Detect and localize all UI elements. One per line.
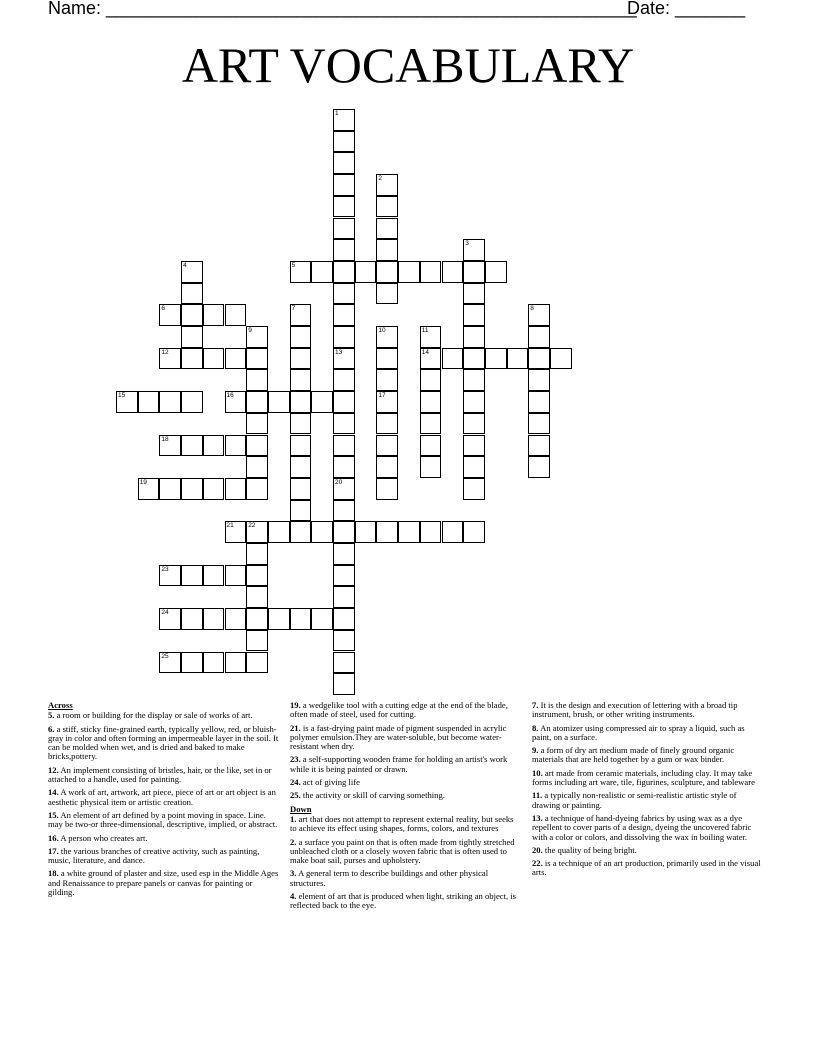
grid-cell[interactable]	[181, 565, 203, 587]
grid-cell[interactable]	[181, 261, 203, 283]
grid-cell[interactable]	[333, 174, 355, 196]
grid-cell[interactable]	[246, 543, 268, 565]
grid-cell[interactable]	[376, 435, 398, 457]
grid-cell[interactable]	[246, 630, 268, 652]
clue-number: 22	[248, 522, 256, 530]
grid-cell[interactable]	[376, 521, 398, 543]
grid-cell[interactable]	[333, 326, 355, 348]
clue-down-2: 2. a surface you paint on that is often made from tightly stretched unbleached cloth or a closely woven fabric that is often used to make boat sail, purses and upholstery.	[290, 836, 515, 866]
grid-cell[interactable]	[203, 304, 225, 326]
grid-cell[interactable]	[528, 391, 550, 413]
grid-cell[interactable]	[376, 348, 398, 370]
grid-cell[interactable]	[246, 521, 268, 543]
grid-cell[interactable]	[398, 521, 420, 543]
grid-cell[interactable]	[420, 413, 442, 435]
grid-cell[interactable]	[333, 586, 355, 608]
page-title: ART VOCABULARY	[181, 37, 635, 93]
clue-across-18: 18. a white ground of plaster and size, used esp in the Middle Ages and Renaissance to prepare panels or canvas for painting or gilding.	[48, 868, 279, 898]
grid-cell[interactable]	[290, 369, 312, 391]
clue-number: 12	[161, 348, 169, 356]
grid-cell[interactable]	[246, 456, 268, 478]
clue-number: 13	[335, 348, 343, 356]
grid-cell[interactable]	[181, 326, 203, 348]
grid-cell[interactable]	[333, 435, 355, 457]
grid-cell[interactable]	[376, 261, 398, 283]
grid-cell[interactable]	[463, 435, 485, 457]
grid-cell[interactable]	[376, 239, 398, 261]
grid-cell[interactable]	[290, 456, 312, 478]
grid-cell[interactable]	[225, 478, 247, 500]
grid-cell[interactable]	[333, 456, 355, 478]
grid-cell[interactable]	[463, 391, 485, 413]
clue-down-22: 22. is a technique of an art production, primarily used in the visual arts.	[532, 858, 761, 878]
grid-cell[interactable]	[181, 283, 203, 305]
grid-cell[interactable]	[290, 435, 312, 457]
grid-cell[interactable]	[246, 565, 268, 587]
grid-cell[interactable]	[246, 413, 268, 435]
grid-cell[interactable]	[225, 521, 247, 543]
grid-cell[interactable]	[420, 391, 442, 413]
grid-cell[interactable]	[225, 652, 247, 674]
grid-cell[interactable]	[333, 283, 355, 305]
grid-cell[interactable]	[528, 348, 550, 370]
grid-cell[interactable]	[333, 543, 355, 565]
clue-down-8: 8. An atomizer using compressed air to spray a liquid, such as paint, on a surface.	[532, 722, 745, 742]
clue-down-13: 13. a technique of hand-dyeing fabrics by using wax as a dye repellent to cover parts of a design, dyeing the uncovered fabric with a color or colors, and dissolving the wax in boiling water.	[532, 812, 752, 842]
grid-cell[interactable]	[463, 456, 485, 478]
grid-cell[interactable]	[376, 413, 398, 435]
grid-cell[interactable]	[333, 261, 355, 283]
grid-cell[interactable]	[528, 413, 550, 435]
grid-cell[interactable]	[528, 435, 550, 457]
grid-cell[interactable]	[225, 565, 247, 587]
grid-cell[interactable]	[181, 652, 203, 674]
grid-cell[interactable]	[333, 391, 355, 413]
clue-number: 18	[161, 435, 169, 443]
grid-cell[interactable]	[528, 456, 550, 478]
grid-cell[interactable]	[333, 369, 355, 391]
clue-number: 8	[530, 305, 534, 313]
clue-number: 20	[335, 478, 343, 486]
grid-cell[interactable]	[246, 608, 268, 630]
grid-cell[interactable]	[159, 478, 181, 500]
grid-cell[interactable]	[463, 283, 485, 305]
clue-down-3: 3. A general term to describe buildings and other physical structures.	[290, 868, 489, 888]
clues-column-3	[532, 701, 764, 882]
grid-cell[interactable]	[333, 608, 355, 630]
grid-cell[interactable]	[355, 261, 377, 283]
grid-cell[interactable]	[333, 565, 355, 587]
clue-number: 7	[291, 305, 296, 313]
grid-cell[interactable]	[159, 608, 181, 630]
clue-number: 23	[161, 565, 169, 573]
clue-number: 16	[226, 392, 234, 400]
clue-number: 15	[118, 392, 126, 400]
clue-down-9: 9. a form of dry art medium made of finely ground organic materials that are held together by a gum or wax binder.	[532, 745, 735, 765]
grid-cell[interactable]	[528, 326, 550, 348]
grid-cell[interactable]	[246, 348, 268, 370]
grid-cell[interactable]	[246, 391, 268, 413]
clue-number: 9	[248, 327, 252, 334]
grid-cell[interactable]	[246, 586, 268, 608]
grid-cell[interactable]	[181, 348, 203, 370]
grid-cell[interactable]	[355, 521, 377, 543]
clue-number: 21	[226, 522, 234, 530]
grid-cell[interactable]	[442, 521, 464, 543]
grid-cell[interactable]	[246, 652, 268, 674]
grid-cell[interactable]	[463, 304, 485, 326]
grid-cell[interactable]	[268, 521, 290, 543]
grid-cell[interactable]	[463, 521, 485, 543]
grid-cell[interactable]	[485, 261, 507, 283]
clue-across-21: 21. is a fast-drying paint made of pigment suspended in acrylic polymer emulsion.They are water-soluble, but become water-resistant when dry.	[290, 722, 507, 752]
clue-down-7: 7. It is the design and execution of lettering with a broad tip instrument, brush, or other writing instruments.	[532, 700, 738, 720]
grid-cell[interactable]	[333, 109, 355, 131]
clue-down-11: 11. a typically non-realistic or semi-realistic artistic style of drawing or painting.	[532, 790, 737, 810]
grid-cell[interactable]	[333, 630, 355, 652]
clue-across-16: 16. A person who creates art.	[48, 832, 148, 843]
grid-cell[interactable]	[376, 391, 398, 413]
grid-cell[interactable]	[376, 478, 398, 500]
grid-cell[interactable]	[463, 326, 485, 348]
grid-cell[interactable]	[376, 218, 398, 240]
clue-across-14: 14. A work of art, artwork, art piece, piece of art or art object is an aesthetic physical item or artistic creation.	[48, 787, 276, 807]
grid-cell[interactable]	[246, 435, 268, 457]
grid-cell[interactable]	[203, 652, 225, 674]
grid-cell[interactable]	[420, 326, 442, 348]
grid-cell[interactable]	[333, 413, 355, 435]
clue-across-6: 6. a stiff, sticky fine-grained earth, typically yellow, red, or bluish-gray in color and often forming an impermeable layer in the soil. It can be molded when wet, and is dried and baked to make bricks,pottery.	[48, 723, 279, 762]
grid-cell[interactable]	[159, 391, 181, 413]
clue-number: 6	[161, 305, 166, 313]
grid-cell[interactable]	[463, 413, 485, 435]
grid-cell[interactable]	[116, 391, 138, 413]
grid-cell[interactable]	[159, 348, 181, 370]
grid-cell[interactable]	[225, 348, 247, 370]
grid-cell[interactable]	[290, 478, 312, 500]
grid-cell[interactable]	[333, 196, 355, 218]
clue-across-12: 12. An implement consisting of bristles, hair, or the like, set in or attached to a handle, used for painting.	[48, 764, 272, 785]
grid-cell[interactable]	[376, 369, 398, 391]
grid-cell[interactable]	[528, 304, 550, 326]
grid-cell[interactable]	[463, 478, 485, 500]
clue-across-15: 15. An element of art defined by a point moving in space. Line. may be two-or three-dimensional, descriptive, implied, or abstract.	[48, 809, 278, 830]
grid-cell[interactable]	[225, 304, 247, 326]
clue-down-1: 1. art that does not attempt to represent external reality, but seeks to achieve its effect using shapes, forms, colors, and textures	[290, 813, 514, 834]
clue-number: 14	[421, 348, 430, 356]
grid-cell[interactable]	[203, 478, 225, 500]
grid-cell[interactable]	[333, 239, 355, 261]
grid-cell[interactable]	[290, 521, 312, 543]
grid-cell[interactable]	[290, 413, 312, 435]
clue-down-4: 4. element of art that is produced when light, striking an object, is reflected back to the eye.	[290, 891, 517, 911]
clue-number: 5	[291, 261, 296, 269]
clue-across-23: 23. a self-supporting wooden frame for holding an artist's work while it is being painted or drawn.	[290, 754, 508, 774]
grid-cell[interactable]	[420, 521, 442, 543]
grid-cell[interactable]	[442, 348, 464, 370]
grid-cell[interactable]	[528, 369, 550, 391]
clue-across-5: 5. a room or building for the display or sale of works of art.	[48, 710, 253, 721]
grid-cell[interactable]	[311, 608, 333, 630]
grid-cell[interactable]	[159, 565, 181, 587]
grid-cell[interactable]	[376, 196, 398, 218]
clue-number: 25	[161, 652, 169, 660]
grid-cell[interactable]	[333, 218, 355, 240]
grid-cell[interactable]	[333, 500, 355, 522]
clue-number: 2	[378, 175, 383, 183]
grid-cell[interactable]	[420, 261, 442, 283]
grid-cell[interactable]	[463, 369, 485, 391]
grid-cell[interactable]	[268, 608, 290, 630]
grid-cell[interactable]	[333, 304, 355, 326]
grid-cell[interactable]	[376, 326, 398, 348]
grid-cell[interactable]	[181, 304, 203, 326]
grid-cell[interactable]	[420, 456, 442, 478]
grid-cell[interactable]	[225, 391, 247, 413]
grid-cell[interactable]	[246, 478, 268, 500]
grid-cell[interactable]	[463, 261, 485, 283]
grid-cell[interactable]	[290, 304, 312, 326]
grid-cell[interactable]	[203, 435, 225, 457]
clue-number: 4	[183, 261, 187, 269]
clue-number: 1	[335, 110, 339, 117]
grid-cell[interactable]	[311, 391, 333, 413]
clue-number: 24	[161, 609, 169, 617]
grid-cell[interactable]	[311, 521, 333, 543]
grid-cell[interactable]	[333, 521, 355, 543]
grid-cell[interactable]	[333, 478, 355, 500]
clue-across-25: 25. the activity or skill of carving something.	[290, 790, 445, 801]
grid-cell[interactable]	[203, 608, 225, 630]
grid-cell[interactable]	[246, 326, 268, 348]
clue-down-20: 20. the quality of being bright.	[532, 844, 637, 855]
grid-cell[interactable]	[181, 391, 203, 413]
grid-cell[interactable]	[333, 152, 355, 174]
grid-cell[interactable]	[376, 174, 398, 196]
clues-column-1	[48, 701, 280, 901]
grid-cell[interactable]	[333, 673, 355, 695]
grid-cell[interactable]	[225, 435, 247, 457]
grid-cell[interactable]	[290, 391, 312, 413]
grid-cell[interactable]	[376, 456, 398, 478]
grid-cell[interactable]	[181, 608, 203, 630]
grid-cell[interactable]	[420, 369, 442, 391]
grid-cell[interactable]	[333, 652, 355, 674]
across-heading: Across	[48, 700, 73, 710]
grid-cell[interactable]	[463, 348, 485, 370]
clue-number: 11	[421, 327, 429, 334]
grid-cell[interactable]	[398, 261, 420, 283]
grid-cell[interactable]	[376, 283, 398, 305]
grid-cell[interactable]	[485, 348, 507, 370]
grid-cell[interactable]	[311, 261, 333, 283]
grid-cell[interactable]	[463, 239, 485, 261]
grid-cell[interactable]	[246, 369, 268, 391]
clue-number: 19	[139, 478, 147, 486]
name-field-label: Name: _____________________________________________________	[48, 0, 637, 18]
grid-cell[interactable]	[290, 348, 312, 370]
clue-down-10: 10. art made from ceramic materials, including clay. It may take forms including art ware, tile, figurines, sculpture, and tableware	[532, 767, 755, 788]
grid-cell[interactable]	[181, 435, 203, 457]
date-field-label: Date: _______	[627, 0, 746, 18]
grid-cell[interactable]	[290, 608, 312, 630]
grid-cell[interactable]	[333, 131, 355, 153]
grid-cell[interactable]	[550, 348, 572, 370]
clue-number: 10	[378, 327, 386, 334]
grid-cell[interactable]	[138, 391, 160, 413]
down-heading: Down	[290, 803, 312, 814]
grid-cell[interactable]	[507, 348, 529, 370]
clue-across-17: 17. the various branches of creative activity, such as painting, music, literature, and dance.	[48, 845, 260, 866]
grid-cell[interactable]	[333, 348, 355, 370]
clue-across-24: 24. act of giving life	[290, 777, 360, 788]
clues-column-2	[290, 701, 522, 915]
grid-cell[interactable]	[181, 478, 203, 500]
grid-cell[interactable]	[290, 326, 312, 348]
clue-across-19: 19. a wedgelike tool with a cutting edge at the end of the blade, often made of steel, used for cutting.	[290, 700, 508, 720]
grid-cell[interactable]	[225, 608, 247, 630]
grid-cell[interactable]	[203, 565, 225, 587]
clue-number: 3	[465, 240, 469, 248]
grid-cell[interactable]	[420, 435, 442, 457]
grid-cell[interactable]	[290, 500, 312, 522]
grid-cell[interactable]	[203, 348, 225, 370]
grid-cell[interactable]	[159, 652, 181, 674]
grid-cell[interactable]	[159, 435, 181, 457]
grid-cell[interactable]	[159, 304, 181, 326]
grid-cell[interactable]	[442, 261, 464, 283]
grid-cell[interactable]	[138, 478, 160, 500]
clue-number: 17	[378, 392, 386, 400]
grid-cell[interactable]	[290, 261, 312, 283]
grid-cell[interactable]	[420, 348, 442, 370]
grid-cell[interactable]	[268, 391, 290, 413]
